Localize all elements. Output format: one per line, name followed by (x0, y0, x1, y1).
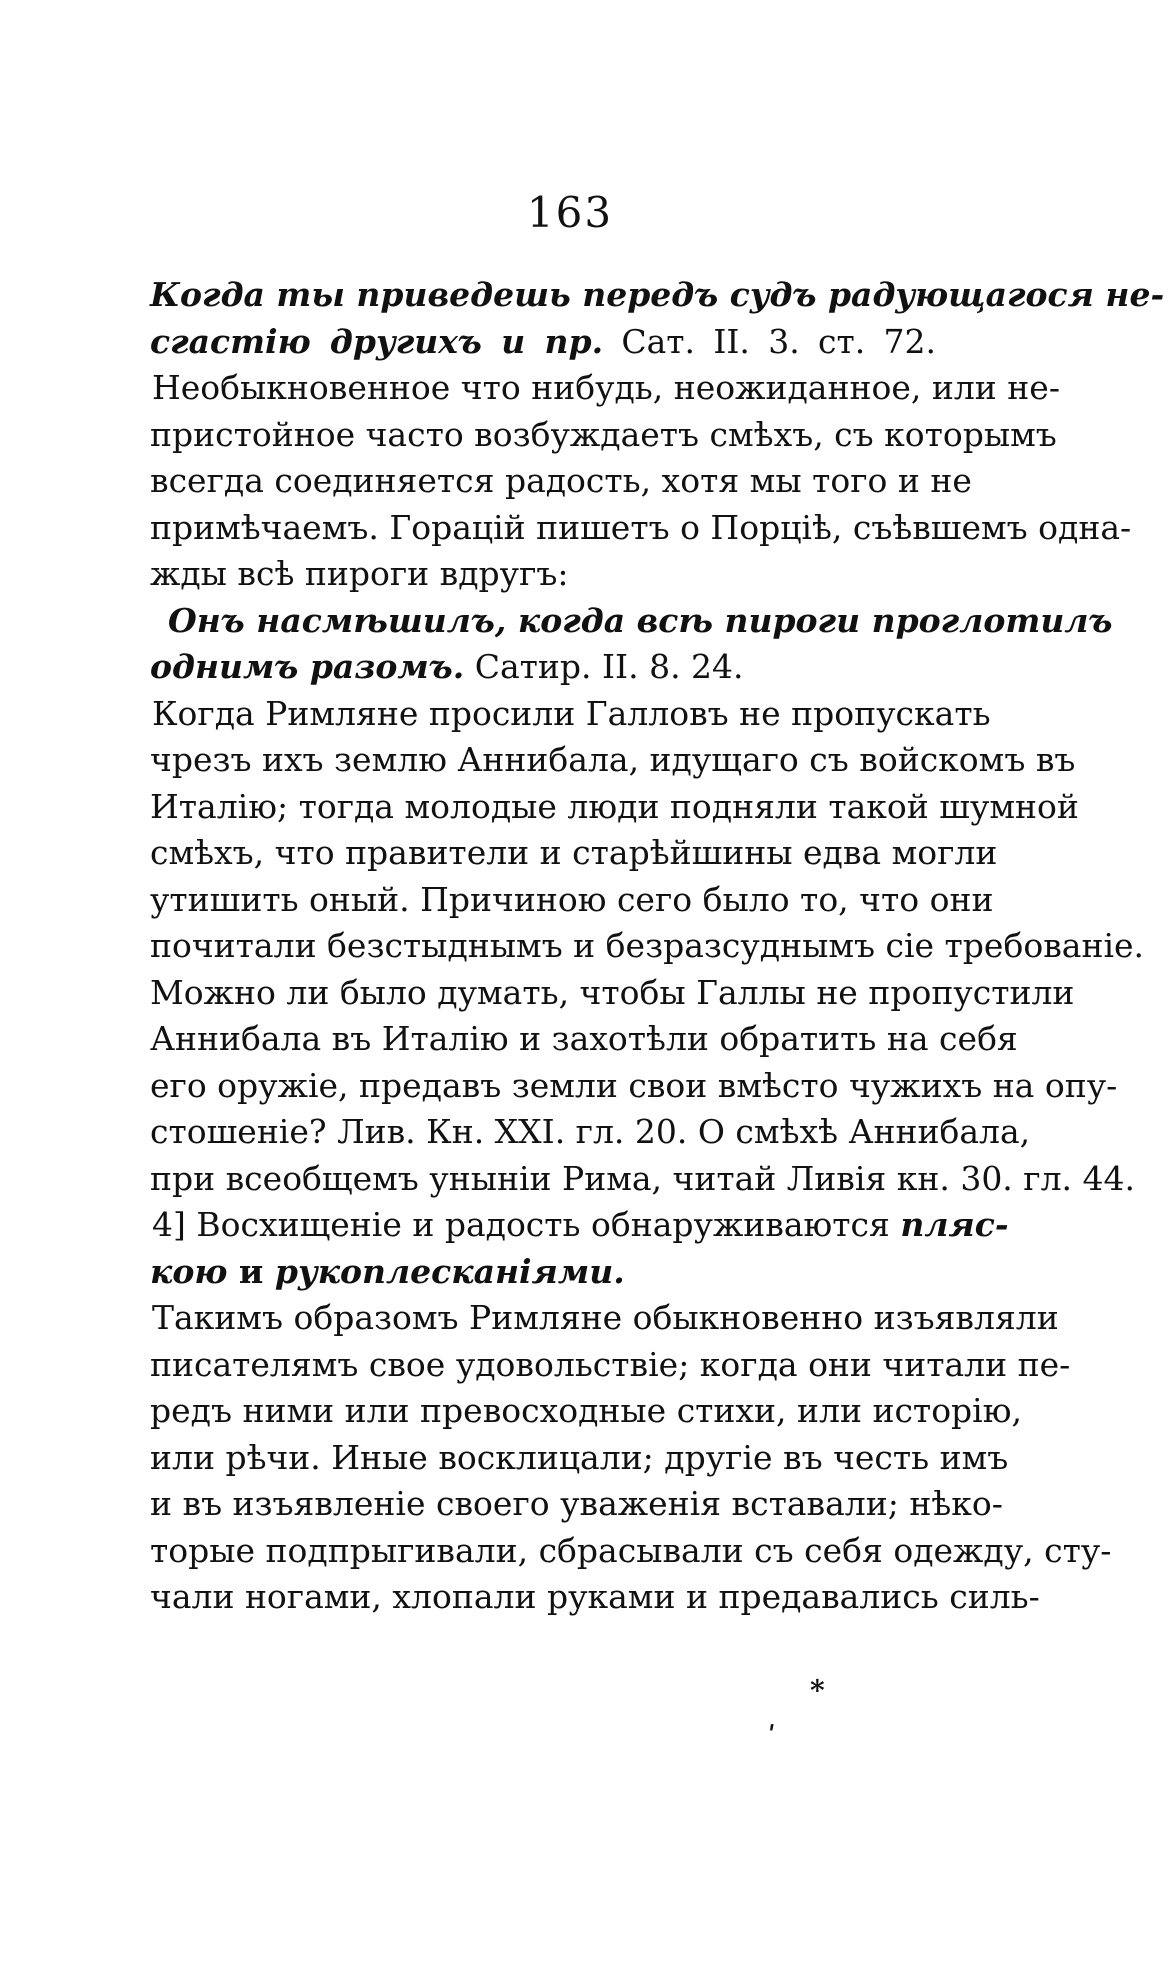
text-line (150, 1063, 1118, 1110)
line-text: жды всѣ пироги вдругъ: (150, 554, 569, 593)
line-italic-part: кою (150, 1251, 228, 1291)
line-text: примѣчаемъ. Горацій пишетъ о Порціѣ, съѣвшемъ одна- (150, 507, 1132, 547)
line-text: пристойное часто возбуждаетъ смѣхъ, съ которымъ (150, 414, 1057, 454)
text-line (150, 505, 1132, 552)
line-text: Когда ты приведешь передъ судъ радующагося не- (150, 275, 1164, 314)
line-text: Необыкновенное что нибудь, неожиданное, или не- (152, 368, 1060, 407)
page-number: 163 (526, 188, 614, 237)
text-line (150, 1249, 936, 1296)
line-text: Такимъ образомъ Римляне обыкновенно изъявляли (152, 1298, 1059, 1337)
line-text: почитали безстыднымъ и безразсуднымъ сіе требованіе. (150, 926, 1145, 965)
text-line (150, 877, 994, 924)
line-text: его оружіе, предавъ земли свои вмѣсто чужихъ на опу- (150, 1065, 1118, 1105)
body-text (150, 272, 1164, 1621)
line-text: стошеніе? Лив. Кн. XXI. гл. 20. О смѣхѣ Аннибала, (150, 1112, 1031, 1151)
line-text: Когда Римляне просили Галловъ не пропускать (152, 693, 991, 733)
line-text: смѣхъ, что правители и старѣйшины едва могли (150, 833, 998, 872)
line-italic-part: однимъ разомъ. (150, 647, 465, 686)
text-line (150, 1481, 1003, 1528)
text-line (150, 1574, 1040, 1621)
text-line (150, 644, 936, 691)
text-line (150, 598, 1113, 645)
text-line (150, 1109, 1031, 1156)
text-line (150, 1342, 1071, 1389)
text-line (150, 970, 1075, 1017)
line-text: утишить оный. Причиною сего было то, что они (150, 879, 994, 919)
text-line (150, 458, 972, 505)
line-text: торые подпрыгивали, сбрасывали съ себя одежду, сту- (150, 1530, 1112, 1570)
text-line (150, 551, 936, 598)
text-line (150, 319, 936, 366)
line-reference: Сатир. II. 8. 24. (464, 647, 744, 686)
line-text: или рѣчи. Иные восклицали; другіе въ честь имъ (150, 1437, 1009, 1477)
line-text: редъ ними или превосходные стихи, или исторію, (150, 1391, 1022, 1430)
signature-mark: ʹ (768, 1722, 776, 1752)
line-reference: Сат. II. 3. ст. 72. (603, 321, 936, 361)
line-italic-part: сгастію другихъ и пр. (150, 321, 604, 361)
line-text: и (227, 1251, 275, 1291)
text-line (150, 1295, 1059, 1342)
line-italic-part: пляс- (900, 1205, 1009, 1244)
text-line (150, 1156, 1136, 1203)
text-line (150, 272, 1164, 319)
text-line (150, 1202, 1009, 1249)
text-line (150, 1016, 1018, 1063)
line-text: Италію; тогда молодые люди подняли такой шумной (150, 786, 1079, 826)
text-line (150, 412, 1057, 459)
asterisk-ornament: * (810, 1674, 825, 1707)
text-line (150, 784, 1079, 831)
line-text: Аннибала въ Италію и захотѣли обратить на себя (150, 1019, 1018, 1058)
line-text: чрезъ ихъ землю Аннибала, идущаго съ войскомъ въ (150, 740, 1076, 779)
line-text: всегда соединяется радость, хотя мы того и не (150, 461, 972, 500)
text-line (150, 923, 1145, 970)
line-text: Онъ насмѣшилъ, когда всѣ пироги проглотилъ (168, 600, 1113, 640)
line-text: при всеобщемъ уныніи Рима, читай Ливія кн. 30. гл. 44. (150, 1158, 1136, 1198)
line-text: писателямъ свое удовольствіе; когда они читали пе- (150, 1344, 1071, 1384)
line-text: и въ изъявленіе своего уваженія вставали; нѣко- (150, 1484, 1003, 1523)
line-text: 4] Восхищеніе и радость обнаруживаются (152, 1205, 901, 1244)
text-line (150, 737, 1076, 784)
text-line (150, 1528, 1112, 1575)
text-line (150, 1388, 1022, 1435)
text-line (150, 1435, 1009, 1482)
text-line (150, 830, 998, 877)
line-text: Можно ли было думать, чтобы Галлы не пропустили (150, 972, 1075, 1012)
text-line (150, 365, 1060, 412)
line-text: чали ногами, хлопали руками и предавались силь- (150, 1577, 1040, 1616)
text-line (150, 691, 991, 738)
line-italic-part: рукоплесканіями. (274, 1251, 625, 1291)
